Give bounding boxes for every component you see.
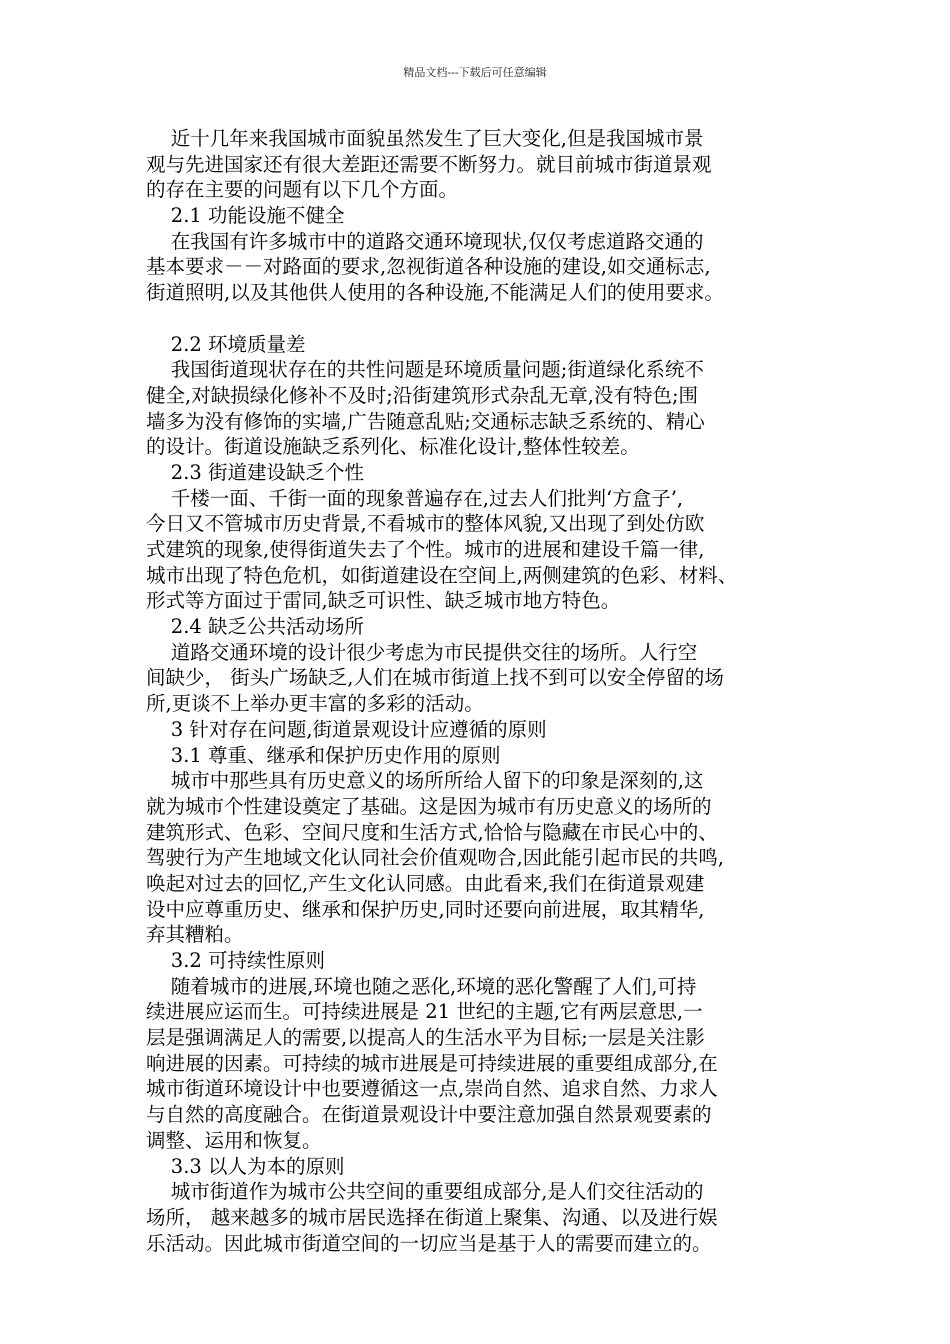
text-line: 层是强调满足人的需要,以提高人的生活水平为目标;一层是关注影 <box>146 1026 705 1050</box>
text-line: 间缺少， 街头广场缺乏,人们在城市街道上找不到可以安全停留的场 <box>146 666 724 690</box>
text-line: 的设计。街道设施缺乏系列化、标准化设计,整体性较差。 <box>146 435 640 459</box>
text-line: 千楼一面、千街一面的现象普遍存在,过去人们批判‘方盒子’, <box>146 486 684 510</box>
text-line: 与自然的高度融合。在街道景观设计中要注意加强自然景观要素的 <box>146 1103 712 1127</box>
text-line: 城市出现了特色危机，如街道建设在空间上,两侧建筑的色彩、材料、 <box>146 563 738 587</box>
text-line: 在我国有许多城市中的道路交通环境现状,仅仅考虑道路交通的 <box>146 229 704 253</box>
text-line: 道路交通环境的设计很少考虑为市民提供交往的场所。人行空 <box>146 640 698 664</box>
text-line: 设中应尊重历史、继承和保护历史,同时还要向前进展，取其精华, <box>146 897 705 921</box>
text-line: 弃其糟粕。 <box>146 923 244 947</box>
text-line: 城市街道作为城市公共空间的重要组成部分,是人们交往活动的 <box>146 1180 704 1204</box>
section-heading-3-3: 3.3 以人为本的原则 <box>146 1154 345 1178</box>
text-line: 形式等方面过于雷同,缺乏可识性、缺乏城市地方特色。 <box>146 589 621 613</box>
text-line: 随着城市的进展,环境也随之恶化,环境的恶化警醒了人们,可持 <box>146 974 697 998</box>
section-heading-2-4: 2.4 缺乏公共活动场所 <box>146 615 365 639</box>
text-line: 乐活动。因此城市街道空间的一切应当是基于人的需要而建立的。 <box>146 1231 712 1255</box>
text-line: 城市街道环境设计中也要遵循这一点,崇尚自然、追求自然、力求人 <box>146 1077 718 1101</box>
section-heading-2-3: 2.3 街道建设缺乏个性 <box>146 460 365 484</box>
section-heading-3: 3 针对存在问题,街道景观设计应遵循的原则 <box>146 717 547 741</box>
text-line: 响进展的因素。可持续的城市进展是可持续进展的重要组成部分,在 <box>146 1051 718 1075</box>
section-heading-3-1: 3.1 尊重、继承和保护历史作用的原则 <box>146 743 501 767</box>
text-line: 的存在主要的问题有以下几个方面。 <box>146 178 459 202</box>
section-heading-2-2: 2.2 环境质量差 <box>146 332 306 356</box>
text-line: 式建筑的现象,使得街道失去了个性。城市的进展和建设千篇一律, <box>146 538 705 561</box>
text-line: 基本要求－－对路面的要求,忽视街道各种设施的建设,如交通标志, <box>146 255 711 279</box>
text-line: 所,更谈不上举办更丰富的多彩的活动。 <box>146 692 484 716</box>
text-line: 观与先进国家还有很大差距还需要不断努力。就目前城市街道景观 <box>146 152 712 176</box>
blank-line <box>146 306 826 332</box>
text-line: 唤起对过去的回忆,产生文化认同感。由此看来,我们在街道景观建 <box>146 871 705 895</box>
text-line: 街道照明,以及其他供人使用的各种设施,不能满足人们的使用要求。 <box>146 281 724 305</box>
text-line: 驾驶行为产生地域文化认同社会价值观吻合,因此能引起市民的共鸣, <box>146 846 724 870</box>
page-header: 精品文档---下载后可任意编辑 <box>403 66 547 79</box>
text-line: 我国街道现状存在的共性问题是环境质量问题;街道绿化系统不 <box>146 358 704 382</box>
text-line: 调整、运用和恢复。 <box>146 1128 322 1152</box>
text-line: 场所， 越来越多的城市居民选择在街道上聚集、沟通、以及进行娱 <box>146 1205 718 1229</box>
text-line: 近十几年来我国城市面貌虽然发生了巨大变化,但是我国城市景 <box>146 127 704 150</box>
document-body <box>146 126 826 1256</box>
text-line: 墙多为没有修饰的实墙,广告随意乱贴;交通标志缺乏系统的、精心 <box>146 409 705 433</box>
text-line: 就为城市个性建设奠定了基础。这是因为城市有历史意义的场所的 <box>146 794 712 818</box>
section-heading-2-1: 2.1 功能设施不健全 <box>146 204 345 228</box>
text-line: 城市中那些具有历史意义的场所所给人留下的印象是深刻的,这 <box>146 769 704 793</box>
text-line: 今日又不管城市历史背景,不看城市的整体风貌,又出现了到处仿欧 <box>146 512 705 536</box>
section-heading-3-2: 3.2 可持续性原则 <box>146 949 326 972</box>
text-line: 续进展应运而生。可持续进展是 21 世纪的主题,它有两层意思,一 <box>146 1000 703 1024</box>
text-line: 健全,对缺损绿化修补不及时;沿街建筑形式杂乱无章,没有特色;围 <box>146 383 699 407</box>
text-line: 建筑形式、色彩、空间尺度和生活方式,恰恰与隐藏在市民心中的、 <box>146 820 718 844</box>
